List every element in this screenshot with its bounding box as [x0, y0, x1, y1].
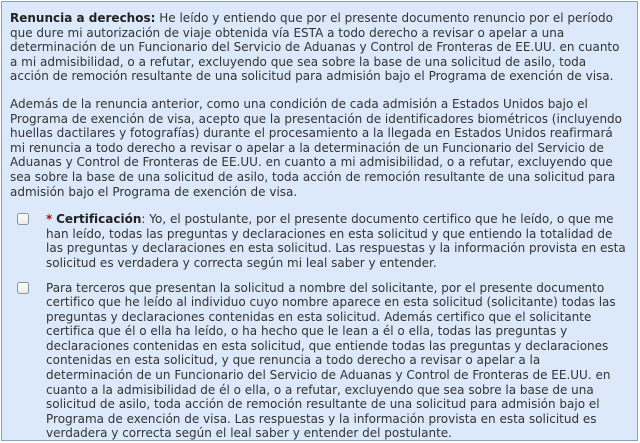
third-party-certification-text: Para terceros que presentan la solicitud a nombre del solicitante, por el presente documento certifico que he leído al individuo cuyo nombre aparece en esta solicitud (solicitante) todas las preguntas y declaraciones contenidas en esta solicitud. Además certifico que el solicitante certifica que él o ella ha leído, o ha hecho que le lean a él o ella, todas las preguntas y declaraciones contenidas en esta solicitud, que entiende todas las preguntas y declaraciones contenidas en esta solicitud, y que renuncia a todo derecho a revisar o apelar a la determinación de un Funcionario del Servicio de Aduanas y Control de Fronteras de EE.UU. en cuanto a la admisibilidad de él o ella, o a refutar, excluyendo que sea sobre la base de una solicitud de asilo, toda acción de remoción resultante de una solicitud para admisión bajo el Programa de exención de visa. Las respuestas y la información provista en esta solicitud es verdadera y correcta según el leal saber y entender del postulante.	[46, 280, 616, 441]
required-asterisk-icon: *	[46, 212, 53, 227]
certification-item-applicant	[10, 212, 628, 270]
applicant-certification-body: : Yo, el postulante, por el presente documento certifico que he leído, o que me han leído, todas las preguntas y declaraciones en esta solicitud y que entiendo la totalidad de las preguntas y declaraciones en esta solicitud. Las respuestas y la información provista en esta solicitud es verdadera y correcta según mi leal saber y entender.	[46, 212, 626, 270]
waiver-paragraph-1-text: He leído y entiendo que por el presente documento renuncio por el período que dure mi autorización de viaje obtenida vía ESTA a todo derecho a revisar o apelar a una determinación de un Funcionario del Servicio de Aduanas y Control de Fronteras de EE.UU. en cuanto a mi admisibilidad, o a refutar, excluyendo que sea sobre la base de una solicitud de asilo, toda acción de remoción resultante de una solicitud para admisión bajo el Programa de exención de visa.	[10, 11, 620, 84]
waiver-heading: Renuncia a derechos:	[10, 11, 156, 25]
waiver-of-rights-panel	[1, 1, 638, 441]
applicant-certification-text	[46, 212, 628, 270]
third-party-certification-checkbox[interactable]	[17, 282, 29, 294]
applicant-certification-checkbox[interactable]	[17, 213, 29, 225]
waiver-paragraph-2: Además de la renuncia anterior, como una condición de cada admisión a Estados Unidos bajo el Programa de exención de visa, acepto que la presentación de identificadores biométricos (incluyendo huellas dactilares y fotografías) durante el procesamiento a la llegada en Estados Unidos reafirmará mi renuncia a todo derecho a revisar o apelar a la determinación de un Funcionario del Servicio de Aduanas y Control de Fronteras de EE.UU. en cuanto a mi admisibilidad, o a refutar, excluyendo que sea sobre la base de una solicitud de asilo, toda acción de remoción resultante de una solicitud para admisión bajo el Programa de exención de visa.	[10, 96, 623, 199]
certification-label: Certificación	[56, 212, 142, 227]
certification-item-third-party	[10, 281, 628, 442]
waiver-paragraph-1	[10, 11, 628, 84]
